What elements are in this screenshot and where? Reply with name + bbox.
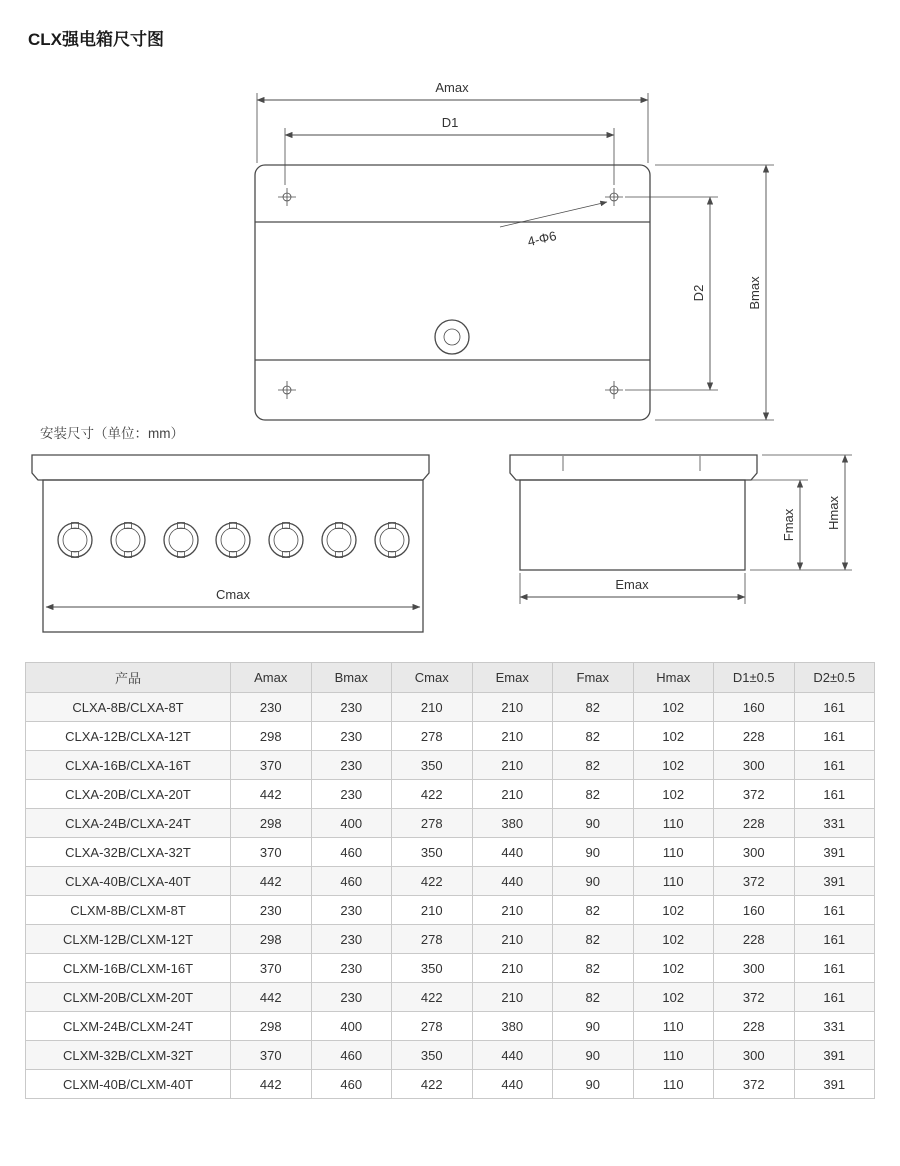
value-cell: 82 <box>553 896 634 925</box>
d1-dimension <box>285 115 614 185</box>
value-cell: 102 <box>633 925 714 954</box>
table-row <box>26 780 875 809</box>
value-cell: 82 <box>553 925 634 954</box>
product-cell: CLXA-16B/CLXA-16T <box>26 751 231 780</box>
front-view-outline <box>255 165 650 420</box>
product-cell: CLXA-8B/CLXA-8T <box>26 693 231 722</box>
value-cell: 442 <box>231 1070 312 1099</box>
value-cell: 370 <box>231 1041 312 1070</box>
product-cell: CLXA-40B/CLXA-40T <box>26 867 231 896</box>
mounting-hole-top-right <box>605 188 623 206</box>
dimension-table-container <box>0 662 900 1099</box>
value-cell: 278 <box>392 1012 473 1041</box>
value-cell: 110 <box>633 838 714 867</box>
value-cell: 380 <box>472 1012 553 1041</box>
bmax-dimension <box>655 165 774 420</box>
value-cell: 370 <box>231 751 312 780</box>
amax-label: Amax <box>435 80 469 95</box>
value-cell: 300 <box>714 838 795 867</box>
value-cell: 230 <box>231 693 312 722</box>
side-view <box>510 455 852 604</box>
value-cell: 110 <box>633 809 714 838</box>
value-cell: 102 <box>633 722 714 751</box>
cmax-dimension <box>46 587 420 607</box>
value-cell: 400 <box>311 1012 392 1041</box>
value-cell: 230 <box>311 954 392 983</box>
hmax-label: Hmax <box>826 496 841 530</box>
value-cell: 102 <box>633 983 714 1012</box>
product-cell: CLXM-32B/CLXM-32T <box>26 1041 231 1070</box>
column-header: Cmax <box>392 663 473 693</box>
product-cell: CLXM-40B/CLXM-40T <box>26 1070 231 1099</box>
value-cell: 161 <box>794 983 875 1012</box>
table-row <box>26 693 875 722</box>
value-cell: 90 <box>553 809 634 838</box>
install-note: 安装尺寸（单位：mm） <box>40 426 184 441</box>
value-cell: 228 <box>714 809 795 838</box>
page-title: CLX强电箱尺寸图 <box>28 30 164 49</box>
value-cell: 331 <box>794 809 875 838</box>
fmax-label: Fmax <box>781 508 796 542</box>
product-cell: CLXM-20B/CLXM-20T <box>26 983 231 1012</box>
table-row <box>26 809 875 838</box>
d1-label: D1 <box>441 115 459 130</box>
value-cell: 161 <box>794 751 875 780</box>
side-view-body <box>520 480 745 570</box>
value-cell: 370 <box>231 954 312 983</box>
emax-label: Emax <box>615 577 649 592</box>
value-cell: 161 <box>794 954 875 983</box>
value-cell: 82 <box>553 751 634 780</box>
table-row <box>26 925 875 954</box>
value-cell: 110 <box>633 1070 714 1099</box>
value-cell: 210 <box>472 925 553 954</box>
side-view-lid <box>510 455 757 480</box>
product-cell: CLXM-8B/CLXM-8T <box>26 896 231 925</box>
value-cell: 82 <box>553 954 634 983</box>
value-cell: 160 <box>714 896 795 925</box>
value-cell: 161 <box>794 925 875 954</box>
value-cell: 82 <box>553 722 634 751</box>
value-cell: 161 <box>794 896 875 925</box>
value-cell: 230 <box>231 896 312 925</box>
value-cell: 82 <box>553 693 634 722</box>
value-cell: 300 <box>714 954 795 983</box>
d2-label: D2 <box>691 284 706 302</box>
cmax-label: Cmax <box>216 587 250 602</box>
value-cell: 90 <box>553 867 634 896</box>
value-cell: 210 <box>472 722 553 751</box>
value-cell: 210 <box>472 693 553 722</box>
value-cell: 440 <box>472 1070 553 1099</box>
value-cell: 90 <box>553 1070 634 1099</box>
value-cell: 82 <box>553 983 634 1012</box>
knockout-hole <box>111 523 145 558</box>
column-header: Emax <box>472 663 553 693</box>
value-cell: 210 <box>472 780 553 809</box>
bottom-view-lid <box>32 455 429 480</box>
value-cell: 110 <box>633 867 714 896</box>
value-cell: 422 <box>392 983 473 1012</box>
bottom-view <box>32 455 429 632</box>
product-cell: CLXA-32B/CLXA-32T <box>26 838 231 867</box>
value-cell: 350 <box>392 1041 473 1070</box>
value-cell: 460 <box>311 867 392 896</box>
knockout-hole <box>58 523 92 558</box>
mounting-hole-top-left <box>278 188 296 206</box>
value-cell: 350 <box>392 838 473 867</box>
value-cell: 210 <box>472 751 553 780</box>
table-row <box>26 751 875 780</box>
bmax-label: Bmax <box>747 276 762 310</box>
value-cell: 228 <box>714 925 795 954</box>
value-cell: 278 <box>392 925 473 954</box>
mounting-hole-bottom-left <box>278 381 296 399</box>
value-cell: 460 <box>311 1070 392 1099</box>
value-cell: 391 <box>794 1070 875 1099</box>
value-cell: 400 <box>311 809 392 838</box>
value-cell: 82 <box>553 780 634 809</box>
value-cell: 391 <box>794 867 875 896</box>
product-cell: CLXA-20B/CLXA-20T <box>26 780 231 809</box>
value-cell: 278 <box>392 809 473 838</box>
table-row <box>26 1041 875 1070</box>
knockout-hole <box>375 523 409 558</box>
value-cell: 110 <box>633 1041 714 1070</box>
value-cell: 230 <box>311 722 392 751</box>
table-row <box>26 867 875 896</box>
product-cell: CLXA-24B/CLXA-24T <box>26 809 231 838</box>
knockout-hole <box>164 523 198 558</box>
product-cell: CLXM-24B/CLXM-24T <box>26 1012 231 1041</box>
value-cell: 160 <box>714 693 795 722</box>
value-cell: 440 <box>472 838 553 867</box>
table-row <box>26 896 875 925</box>
value-cell: 331 <box>794 1012 875 1041</box>
value-cell: 210 <box>472 954 553 983</box>
value-cell: 161 <box>794 693 875 722</box>
value-cell: 230 <box>311 751 392 780</box>
value-cell: 422 <box>392 867 473 896</box>
value-cell: 300 <box>714 1041 795 1070</box>
technical-drawing <box>0 75 900 650</box>
hole-callout-label: 4-Φ6 <box>526 228 558 250</box>
value-cell: 298 <box>231 1012 312 1041</box>
table-row <box>26 1070 875 1099</box>
value-cell: 102 <box>633 896 714 925</box>
dimension-table <box>25 662 875 1099</box>
table-row <box>26 838 875 867</box>
column-header: D2±0.5 <box>794 663 875 693</box>
value-cell: 210 <box>472 896 553 925</box>
value-cell: 90 <box>553 1012 634 1041</box>
value-cell: 228 <box>714 1012 795 1041</box>
value-cell: 230 <box>311 693 392 722</box>
value-cell: 102 <box>633 780 714 809</box>
value-cell: 210 <box>472 983 553 1012</box>
hole-callout <box>500 202 607 249</box>
value-cell: 391 <box>794 1041 875 1070</box>
value-cell: 372 <box>714 867 795 896</box>
center-hole <box>435 320 469 354</box>
knockout-hole <box>216 523 250 558</box>
value-cell: 161 <box>794 722 875 751</box>
column-header: Amax <box>231 663 312 693</box>
value-cell: 230 <box>311 780 392 809</box>
value-cell: 442 <box>231 983 312 1012</box>
value-cell: 391 <box>794 838 875 867</box>
knockout-hole <box>322 523 356 558</box>
table-row <box>26 983 875 1012</box>
value-cell: 298 <box>231 925 312 954</box>
value-cell: 422 <box>392 780 473 809</box>
table-body <box>26 693 875 1099</box>
value-cell: 442 <box>231 867 312 896</box>
column-header: Hmax <box>633 663 714 693</box>
value-cell: 210 <box>392 693 473 722</box>
value-cell: 278 <box>392 722 473 751</box>
value-cell: 298 <box>231 722 312 751</box>
hmax-dimension <box>762 455 852 570</box>
value-cell: 300 <box>714 751 795 780</box>
value-cell: 460 <box>311 838 392 867</box>
table-row <box>26 954 875 983</box>
value-cell: 372 <box>714 1070 795 1099</box>
value-cell: 350 <box>392 954 473 983</box>
column-header: Bmax <box>311 663 392 693</box>
value-cell: 372 <box>714 780 795 809</box>
bottom-view-body <box>43 480 423 632</box>
product-cell: CLXM-16B/CLXM-16T <box>26 954 231 983</box>
product-cell: CLXA-12B/CLXA-12T <box>26 722 231 751</box>
product-cell: CLXM-12B/CLXM-12T <box>26 925 231 954</box>
column-header: Fmax <box>553 663 634 693</box>
value-cell: 460 <box>311 1041 392 1070</box>
emax-dimension <box>520 573 745 604</box>
value-cell: 350 <box>392 751 473 780</box>
value-cell: 90 <box>553 1041 634 1070</box>
value-cell: 102 <box>633 751 714 780</box>
value-cell: 110 <box>633 1012 714 1041</box>
column-header: 产品 <box>26 663 231 693</box>
table-row <box>26 722 875 751</box>
value-cell: 370 <box>231 838 312 867</box>
value-cell: 380 <box>472 809 553 838</box>
value-cell: 442 <box>231 780 312 809</box>
column-header: D1±0.5 <box>714 663 795 693</box>
value-cell: 161 <box>794 780 875 809</box>
value-cell: 230 <box>311 896 392 925</box>
knockout-hole <box>269 523 303 558</box>
value-cell: 228 <box>714 722 795 751</box>
value-cell: 210 <box>392 896 473 925</box>
value-cell: 372 <box>714 983 795 1012</box>
value-cell: 90 <box>553 838 634 867</box>
value-cell: 422 <box>392 1070 473 1099</box>
value-cell: 298 <box>231 809 312 838</box>
value-cell: 102 <box>633 693 714 722</box>
table-row <box>26 1012 875 1041</box>
value-cell: 440 <box>472 867 553 896</box>
front-view <box>255 80 774 420</box>
value-cell: 102 <box>633 954 714 983</box>
value-cell: 440 <box>472 1041 553 1070</box>
table-header-row <box>26 663 875 693</box>
value-cell: 230 <box>311 925 392 954</box>
value-cell: 230 <box>311 983 392 1012</box>
d2-dimension <box>625 197 718 390</box>
mounting-hole-bottom-right <box>605 381 623 399</box>
